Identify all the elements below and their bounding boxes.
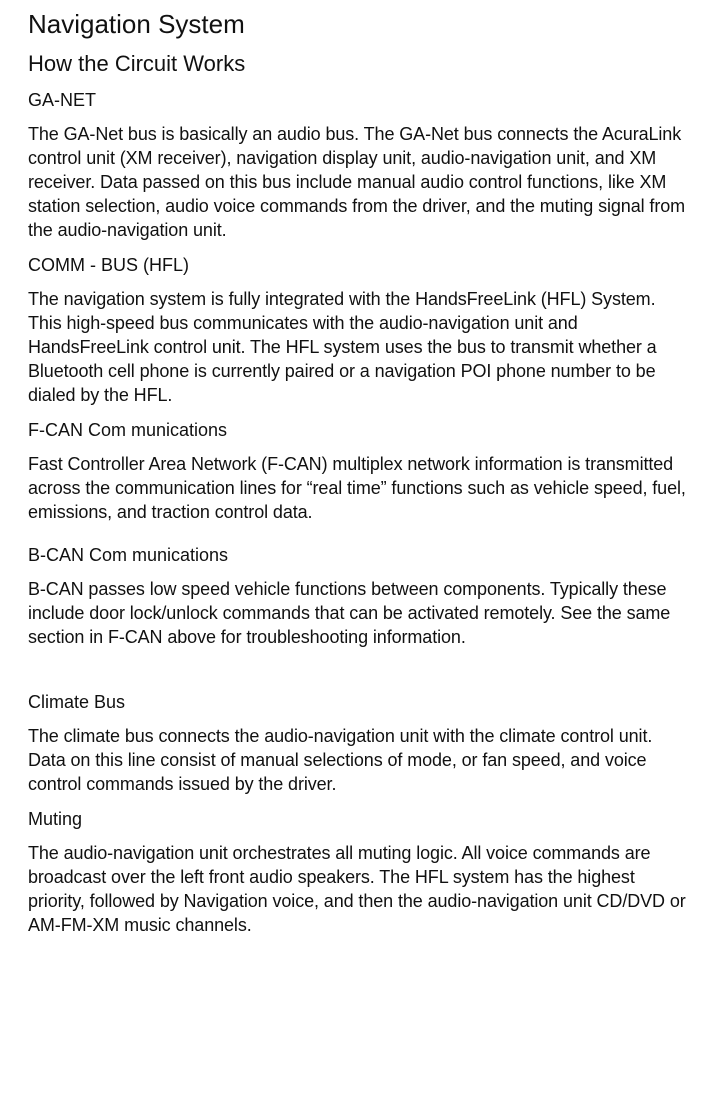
section-body: Fast Controller Area Network (F-CAN) multiplex network information is transmitted across the communication lines for “real time” functions such as vehicle speed, fuel, emissions, and traction control data. [28,454,686,522]
section-heading: Muting [28,809,83,829]
section-f-can [28,418,691,524]
section-body: The audio-navigation unit orchestrates all muting logic. All voice commands are broadcast over the left front audio speakers. The HFL system has the highest priority, followed by Navigation voice, and then the audio-navigation unit CD/DVD or AM-FM-XM music channels. [28,843,686,935]
section-heading: Climate Bus [28,692,126,712]
spacer [28,535,691,543]
section-climate-bus [28,690,691,796]
section-heading: F-CAN Com munications [28,420,228,440]
section-body: The climate bus connects the audio-navigation unit with the climate control unit. Data on this line consist of manual selections of mode, or fan speed, and voice control commands issued by the driver. [28,726,653,794]
section-heading: COMM - BUS (HFL) [28,255,189,275]
section-b-can [28,543,691,649]
section-body: The GA-Net bus is basically an audio bus. The GA-Net bus connects the AcuraLink control unit (XM receiver), navigation display unit, audio-navigation unit, and XM receiver. Data passed on this bus include manual audio control functions, like XM station selection, audio voice commands from the driver, and the muting signal from the audio-navigation unit. [28,124,686,240]
page-subtitle: How the Circuit Works [28,51,246,76]
section-body: The navigation system is fully integrated with the HandsFreeLink (HFL) System. This high-speed bus communicates with the audio-navigation unit and HandsFreeLink control unit. The HFL system uses the bus to transmit whether a Bluetooth cell phone is currently paired or a navigation POI phone number to be dialed by the HFL. [28,289,657,405]
section-comm-bus [28,253,691,407]
spacer [28,660,691,690]
section-heading: GA-NET [28,90,97,110]
section-body: B-CAN passes low speed vehicle functions between components. Typically these include door lock/unlock commands that can be activated remotely. See the same section in F-CAN above for troubleshooting information. [28,579,671,647]
page-title: Navigation System [28,9,245,39]
section-heading: B-CAN Com munications [28,545,229,565]
section-ga-net [28,88,691,242]
section-muting [28,807,691,937]
